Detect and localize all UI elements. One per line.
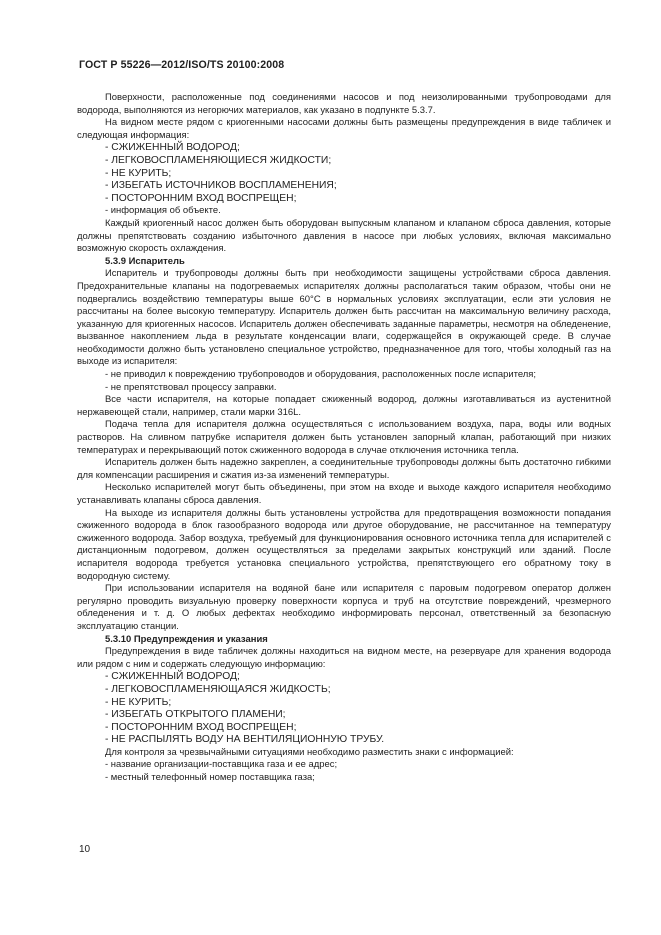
paragraph xyxy=(77,218,611,256)
paragraph-text: Для контроля за чрезвычайными ситуациями необходимо разместить знаки с информацией: xyxy=(105,746,514,758)
paragraph xyxy=(77,92,611,117)
paragraph xyxy=(77,419,611,457)
list-item: - ПОСТОРОННИМ ВХОД ВОСПРЕЩЕН; xyxy=(105,721,297,733)
list-item: - СЖИЖЕННЫЙ ВОДОРОД; xyxy=(105,142,240,154)
paragraph xyxy=(77,747,611,760)
paragraph xyxy=(77,457,611,482)
list-item: - НЕ КУРИТЬ; xyxy=(105,167,172,179)
list-item: - НЕ КУРИТЬ; xyxy=(105,696,172,708)
list-item: - ЛЕГКОВОСПЛАМЕНЯЮЩАЯСЯ ЖИДКОСТЬ; xyxy=(105,683,331,695)
list-item: - ПОСТОРОННИМ ВХОД ВОСПРЕЩЕН; xyxy=(105,192,297,204)
section-heading: 5.3.9 Испаритель xyxy=(105,255,185,267)
paragraph-text: Подача тепла для испарителя должна осуществляться с использованием воздуха, пара, воды или водных растворов. На сливном патрубке испарителя должен быть установлен запорный клапан, работающий при низких температурах и перекрывающий поток сжиженного водорода в случае отключения источника тепла. xyxy=(77,419,611,456)
paragraph-text: Испаритель должен быть надежно закреплен, а соединительные трубопроводы должны быть достаточно гибкими для компенсации расширения и сжатия из-за изменений температуры. xyxy=(77,457,611,481)
list-item: - НЕ РАСПЫЛЯТЬ ВОДУ НА ВЕНТИЛЯЦИОННУЮ ТРУБУ. xyxy=(105,734,385,746)
list-item: - ИЗБЕГАТЬ ОТКРЫТОГО ПЛАМЕНИ; xyxy=(105,709,286,721)
list-item: - местный телефонный номер поставщика газа; xyxy=(105,772,315,784)
paragraph-text: При использовании испарителя на водяной бане или испарителя с паровым подогревом оператор должен регулярно проводить визуальную проверку поверхности корпуса и труб на отсутствие повреждений, чрезмерного обледенения и т. д. О любых дефектах необходимо информировать персонал, ответственный за безопасную эксплуатацию станции. xyxy=(77,583,611,632)
paragraph xyxy=(77,117,611,142)
page-number: 10 xyxy=(79,844,91,855)
list-item: - не приводил к повреждению трубопроводов и оборудования, расположенных после испарителя; xyxy=(105,369,537,381)
list-item: - СЖИЖЕННЫЙ ВОДОРОД; xyxy=(105,671,240,683)
document-body xyxy=(77,92,611,785)
paragraph xyxy=(77,268,611,369)
section-heading: 5.3.10 Предупреждения и указания xyxy=(105,633,268,645)
list-item: - ИЗБЕГАТЬ ИСТОЧНИКОВ ВОСПЛАМЕНЕНИЯ; xyxy=(105,180,337,192)
list-item: - название организации-поставщика газа и ее адрес; xyxy=(105,759,338,771)
paragraph-text: Испаритель и трубопроводы должны быть при необходимости защищены устройствами сброса давления. Предохранительные клапаны на подогреваемых испарителях должны располагаться таким образом, чтобы они не подвергались воздействию температуры выше 60°С в нормальных условиях эксплуатации, если эти условия не рассчитаны на более высокую температуру. Испаритель должен быть рассчитан на максимальную величину расхода, указанную для криогенных насосов. Испаритель должен обеспечивать заданные параметры, несмотря на обледенение, вызванное накоплением льда в результате конденсации влаги, содержащейся в окружающей среде. В случае необходимости должно быть установлено специальное устройство, предназначенное для того, чтобы холодный газ на выходе из испарителя: xyxy=(77,268,611,368)
paragraph-text: Все части испарителя, на которые попадает сжиженный водород, должны изготавливаться из аустенитной нержавеющей стали, например, стали марки 316L. xyxy=(77,394,611,418)
paragraph xyxy=(77,394,611,419)
paragraph xyxy=(77,646,611,671)
paragraph-text: Несколько испарителей могут быть объединены, при этом на входе и выходе каждого испарителя необходимо устанавливать клапаны сброса давления. xyxy=(77,482,611,506)
list-item: - информация об объекте. xyxy=(105,205,221,217)
list-item: - не препятствовал процессу заправки. xyxy=(105,381,277,393)
paragraph-text: Предупреждения в виде табличек должны находиться на видном месте, на резервуаре для хранения водорода или рядом с ним и содержать следующую информацию: xyxy=(77,646,611,670)
paragraph-text: Поверхности, расположенные под соединениями насосов и под неизолированными трубопроводами для водорода, выполняются из негорючих материалов, как указано в подпункте 5.3.7. xyxy=(77,92,611,116)
list-item: - ЛЕГКОВОСПЛАМЕНЯЮЩИЕСЯ ЖИДКОСТИ; xyxy=(105,154,332,166)
paragraph-text: На видном месте рядом с криогенными насосами должны быть размещены предупреждения в виде табличек и следующая информация: xyxy=(77,117,611,141)
paragraph-text: Каждый криогенный насос должен быть оборудован выпускным клапаном и клапаном сброса давления, которые должны препятствовать созданию избыточного давления в насосе при любых условиях, включая максимально возможную скорость охлаждения. xyxy=(77,217,611,255)
document-header: ГОСТ Р 55226—2012/ISO/TS 20100:2008 xyxy=(79,59,285,71)
paragraph-text: На выходе из испарителя должны быть установлены устройства для предотвращения возможности попадания сжиженного водорода в блок газообразного водорода или другое оборудование, не рассчитанное на температуру сжиженного водорода. Забор воздуха, требуемый для функционирования основного источника тепла для испарителей с дистанционным подогревом, должен осуществляться за пределами закрытых конструкций или зданий. После испарителя водорода требуется установка специального устройства, препятствующего его обратному току в водородную систему. xyxy=(77,507,611,582)
paragraph xyxy=(77,482,611,507)
paragraph xyxy=(77,508,611,584)
paragraph xyxy=(77,583,611,633)
